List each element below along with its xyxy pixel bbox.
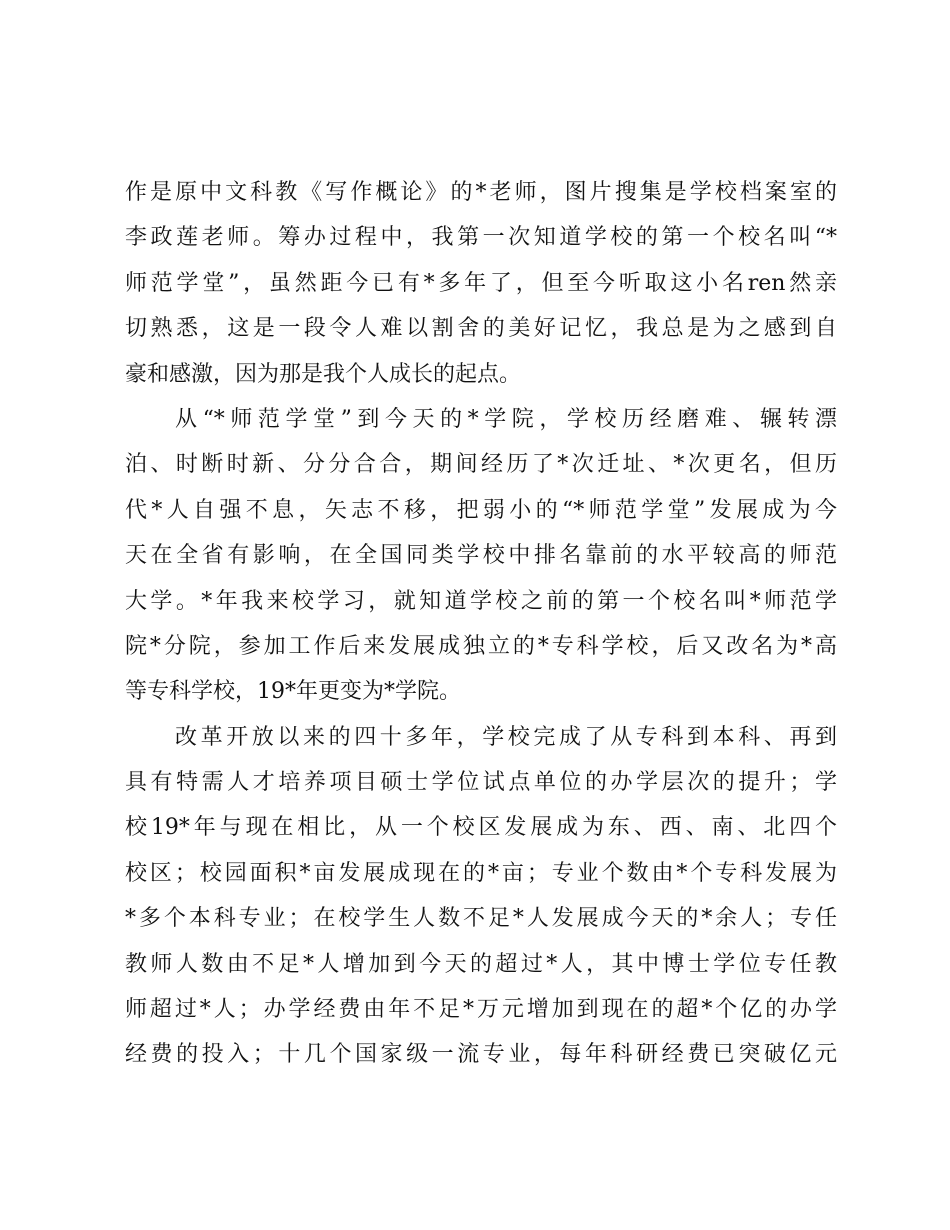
text-line: 师超过*人；办学经费由年不足*万元增加到现在的超*个亿的办学: [125, 997, 837, 1023]
text-line: 作是原中文科教《写作概论》的*老师，图片搜集是学校档案室的: [125, 180, 837, 205]
text-line: 校区；校园面积*亩发展成现在的*亩；专业个数由*个专科发展为: [125, 860, 837, 886]
text-line: 大学。*年我来校学习，就知道学校之前的第一个校名叫*师范学: [125, 588, 837, 614]
text-line: 改革开放以来的四十多年，学校完成了从专科到本科、再到: [175, 724, 837, 750]
text-line: 代*人自强不息，矢志不移，把弱小的“*师范学堂”发展成为今: [125, 497, 837, 523]
text-line: 切熟悉，这是一段令人难以割舍的美好记忆，我总是为之感到自: [125, 316, 837, 342]
paragraph-1: [125, 170, 837, 397]
text-line: 从“*师范学堂”到今天的*学院，学校历经磨难、辗转漂: [175, 406, 837, 432]
text-line: 院*分院，参加工作后来发展成独立的*专科学校，后又改名为*高: [125, 633, 837, 659]
text-line: 教师人数由不足*人增加到今天的超过*人，其中博士学位专任教: [125, 951, 837, 977]
text-line: *多个本科专业；在校学生人数不足*人发展成今天的*余人；专任: [125, 906, 837, 932]
text-line: 具有特需人才培养项目硕士学位试点单位的办学层次的提升；学: [125, 770, 837, 796]
paragraph-3: [125, 715, 837, 1078]
text-line: 李政莲老师。筹办过程中，我第一次知道学校的第一个校名叫“*: [125, 225, 837, 251]
text-line: 豪和感激，因为那是我个人成长的起点。: [125, 361, 522, 387]
text-line: 天在全省有影响，在全国同类学校中排名靠前的水平较高的师范: [125, 543, 837, 569]
text-line: 经费的投入；十几个国家级一流专业，每年科研经费已突破亿元: [125, 1042, 837, 1068]
text-line: 师范学堂”，虽然距今已有*多年了，但至今听取这小名ren然亲: [125, 270, 837, 296]
text-line: 等专科学校，19*年更变为*学院。: [125, 679, 461, 705]
text-line: 校19*年与现在相比，从一个校区发展成为东、西、南、北四个: [125, 815, 837, 841]
text-line: 泊、时断时新、分分合合，期间经历了*次迁址、*次更名，但历: [125, 452, 837, 478]
paragraph-2: [125, 397, 837, 715]
document-body: [125, 170, 837, 1078]
